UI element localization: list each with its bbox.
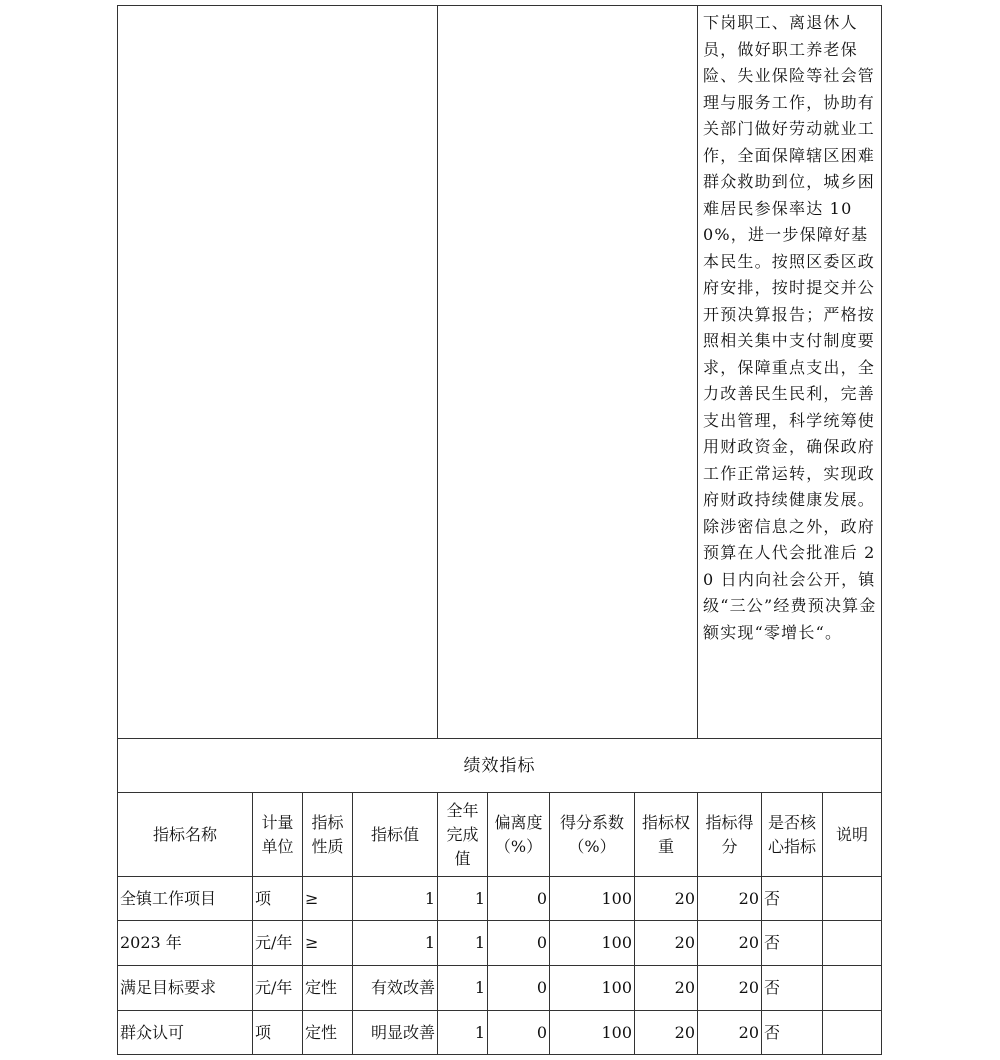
row-1-completed: 1 bbox=[474, 888, 485, 908]
row-3-score: 20 bbox=[738, 978, 759, 997]
row-3-note bbox=[823, 966, 881, 1010]
header-value: 指标值 bbox=[370, 824, 419, 844]
row-4-core: 否 bbox=[764, 1022, 781, 1042]
row-2-nature: ≥ bbox=[305, 933, 319, 952]
row-1-name: 全镇工作项目 bbox=[120, 888, 217, 908]
row-4-unit: 项 bbox=[255, 1022, 272, 1042]
row-4-value: 明显改善 bbox=[370, 1022, 435, 1042]
header-name: 指标名称 bbox=[152, 824, 217, 844]
header-unit: 计量单位 bbox=[261, 812, 294, 856]
header-nature: 指标性质 bbox=[311, 812, 344, 856]
header-completed: 全年完成值 bbox=[446, 800, 479, 868]
top-empty-cell-1 bbox=[118, 6, 437, 738]
header-deviation: 偏离度（%） bbox=[494, 812, 543, 856]
row-2-completed: 1 bbox=[474, 933, 485, 952]
row-1-note bbox=[823, 877, 881, 920]
row-4-name: 群众认可 bbox=[120, 1022, 185, 1042]
row-1-nature: ≥ bbox=[305, 888, 319, 908]
row-2-score: 20 bbox=[738, 933, 759, 952]
row-2-deviation: 0 bbox=[536, 933, 547, 952]
row-3-weight: 20 bbox=[674, 978, 695, 997]
header-core: 是否核心指标 bbox=[767, 812, 816, 856]
header-coefficient: 得分系数（%） bbox=[559, 812, 624, 856]
row-2-coefficient: 100 bbox=[601, 933, 632, 952]
row-3-completed: 1 bbox=[474, 978, 485, 997]
header-weight: 指标权重 bbox=[641, 812, 690, 856]
row-1-unit: 项 bbox=[255, 888, 272, 908]
row-3-unit: 元/年 bbox=[255, 978, 293, 997]
row-3-core: 否 bbox=[764, 978, 781, 997]
row-1-score: 20 bbox=[738, 888, 759, 908]
row-3-value: 有效改善 bbox=[370, 978, 435, 997]
performance-title: 绩效指标 bbox=[463, 755, 536, 776]
row-2-value: 1 bbox=[424, 933, 435, 952]
row-2-name: 2023 年 bbox=[120, 933, 182, 952]
row-1-value: 1 bbox=[424, 888, 435, 908]
description-text: 下岗职工、离退休人员，做好职工养老保险、失业保险等社会管理与服务工作，协助有关部门做好劳动就业工作，全面保障辖区困难群众救助到位，城乡困难居民参保率达 100%，进一步保障好基本民生。按照区委区政府安排，按时提交并公开预决算报告；严格按照相关集中支付制度要求，保障重点支出，全力改善民生民利，完善支出管理，科学统筹使用财政资金，确保政府工作正常运转，实现政府财政持续健康发展。除涉密信息之外，政府预算在人代会批准后 20 日内向社会公开，镇级“三公”经费预决算金额实现“零增长“。 bbox=[703, 13, 877, 642]
row-2-unit: 元/年 bbox=[255, 933, 293, 952]
row-2-core: 否 bbox=[764, 933, 781, 952]
row-4-nature: 定性 bbox=[305, 1022, 338, 1042]
row-3-nature: 定性 bbox=[305, 978, 338, 997]
row-3-deviation: 0 bbox=[536, 978, 547, 997]
header-score: 指标得分 bbox=[705, 812, 754, 856]
row-3-name: 满足目标要求 bbox=[120, 978, 217, 997]
row-4-weight: 20 bbox=[674, 1022, 695, 1042]
row-4-coefficient: 100 bbox=[601, 1022, 632, 1042]
row-1-deviation: 0 bbox=[536, 888, 547, 908]
row-2-weight: 20 bbox=[674, 933, 695, 952]
row-4-score: 20 bbox=[738, 1022, 759, 1042]
row-4-note bbox=[823, 1011, 881, 1054]
row-4-completed: 1 bbox=[474, 1022, 485, 1042]
row-1-coefficient: 100 bbox=[601, 888, 632, 908]
row-3-coefficient: 100 bbox=[601, 978, 632, 997]
row-1-core: 否 bbox=[764, 888, 781, 908]
row-1-weight: 20 bbox=[674, 888, 695, 908]
row-4-deviation: 0 bbox=[536, 1022, 547, 1042]
row-2-note bbox=[823, 921, 881, 965]
top-empty-cell-2 bbox=[438, 6, 697, 738]
header-note: 说明 bbox=[835, 824, 868, 844]
